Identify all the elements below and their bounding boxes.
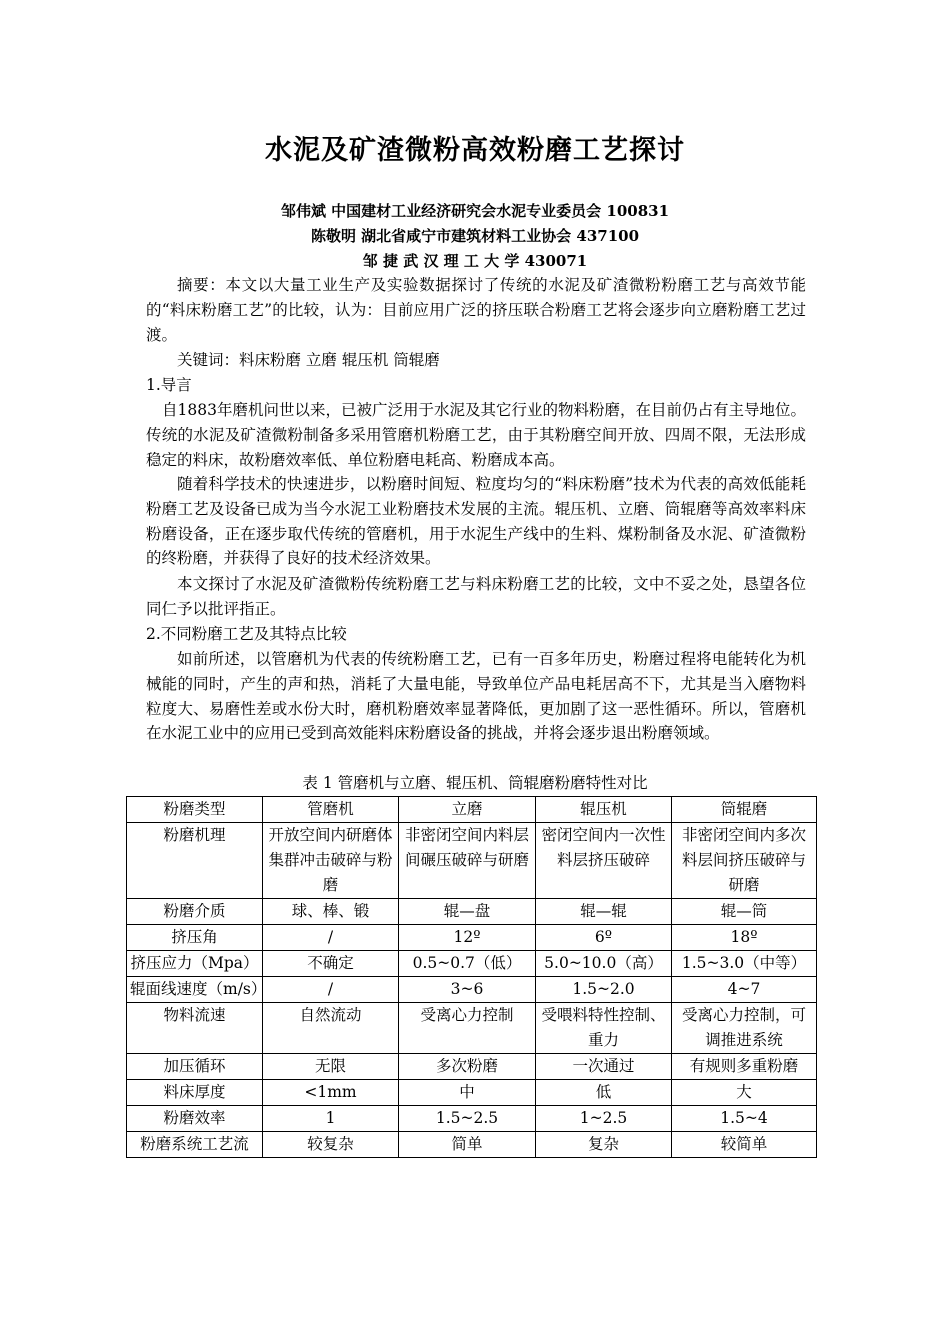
table-cell: 1.5~3.0（中等） [672, 951, 817, 977]
table-cell: 辊面线速度（m/s） [127, 977, 263, 1003]
table-cell: 有规则多重粉磨 [672, 1054, 817, 1080]
keywords-line: 关键词：料床粉磨 立磨 辊压机 筒辊磨 [177, 351, 440, 369]
table-cell: 加压循环 [127, 1054, 263, 1080]
table-cell: 辊—盘 [399, 899, 536, 925]
table-cell: 粉磨介质 [127, 899, 263, 925]
table-row [127, 1106, 817, 1132]
table-cell: 开放空间内研磨体集群冲击破碎与粉磨 [263, 823, 399, 899]
table-cell: 5.0~10.0（高） [536, 951, 672, 977]
table-cell: 6º [536, 925, 672, 951]
table-header-cell: 粉磨类型 [127, 797, 263, 823]
table-row [127, 1132, 817, 1158]
table-cell: 料床厚度 [127, 1080, 263, 1106]
table-cell: 低 [536, 1080, 672, 1106]
table-cell: 一次通过 [536, 1054, 672, 1080]
section-1-paragraph-2: 随着科学技术的快速进步，以粉磨时间短、粒度均匀的“料床粉磨”技术为代表的高效低能耗粉磨工艺及设备已成为当今水泥工业粉磨技术发展的主流。辊压机、立磨、筒辊磨等高效率料床粉磨设备，正在逐步取代传统的管磨机，用于水泥生产线中的生料、煤粉制备及水泥、矿渣微粉的终粉磨，并获得了良好的技术经济效果。 [146, 475, 806, 568]
section-2-heading: 2.不同粉磨工艺及其特点比较 [146, 625, 347, 643]
table-caption: 表 1 管磨机与立磨、辊压机、筒辊磨粉磨特性对比 [302, 774, 648, 792]
table-cell: 0.5~0.7（低） [399, 951, 536, 977]
table-cell: 大 [672, 1080, 817, 1106]
table-cell: 复杂 [536, 1132, 672, 1158]
table-header-cell: 辊压机 [536, 797, 672, 823]
table-cell: 受离心力控制，可调推进系统 [672, 1003, 817, 1054]
table-cell: 非密闭空间内料层间碾压破碎与研磨 [399, 823, 536, 899]
table-cell: 较复杂 [263, 1132, 399, 1158]
table-row [127, 1080, 817, 1106]
table-cell: 密闭空间内一次性料层挤压破碎 [536, 823, 672, 899]
table-row [127, 1054, 817, 1080]
section-1-paragraph-3: 本文探讨了水泥及矿渣微粉传统粉磨工艺与料床粉磨工艺的比较，文中不妥之处，恳望各位同仁予以批评指正。 [146, 575, 806, 618]
author-line-1: 邹伟斌 中国建材工业经济研究会水泥专业委员会 100831 [280, 202, 670, 220]
table-row [127, 951, 817, 977]
table-cell: 较简单 [672, 1132, 817, 1158]
section-1-heading: 1.导言 [146, 376, 192, 394]
table-cell: 挤压应力（Mpa） [127, 951, 263, 977]
page-title: 水泥及矿渣微粉高效粉磨工艺探讨 [265, 135, 685, 166]
table-cell: 粉磨机理 [127, 823, 263, 899]
table-cell: 无限 [263, 1054, 399, 1080]
table-cell: 1~2.5 [536, 1106, 672, 1132]
table-cell: 多次粉磨 [399, 1054, 536, 1080]
table-cell: 1.5~2.0 [536, 977, 672, 1003]
table-cell: 辊—筒 [672, 899, 817, 925]
author-line-2: 陈敬明 湖北省咸宁市建筑材料工业协会 437100 [310, 227, 640, 245]
table-cell: / [263, 977, 399, 1003]
table-cell: 3~6 [399, 977, 536, 1003]
table-cell: 4~7 [672, 977, 817, 1003]
section-2-paragraph: 如前所述，以管磨机为代表的传统粉磨工艺，已有一百多年历史，粉磨过程将电能转化为机械能的同时，产生的声和热，消耗了大量电能，导致单位产品电耗居高不下，尤其是当入磨物料粒度大、易磨性差或水份大时，磨机粉磨效率显著降低，更加剧了这一恶性循环。所以，管磨机在水泥工业中的应用已受到高效能料床粉磨设备的挑战，并将会逐步退出粉磨领域。 [146, 650, 806, 743]
table-row [127, 925, 817, 951]
table-cell: 受喂料特性控制、重力 [536, 1003, 672, 1054]
table-cell: 辊—辊 [536, 899, 672, 925]
table-header-cell: 管磨机 [263, 797, 399, 823]
table-cell: 1 [263, 1106, 399, 1132]
table-cell: 12º [399, 925, 536, 951]
table-cell: 1.5~4 [672, 1106, 817, 1132]
table-cell: 自然流动 [263, 1003, 399, 1054]
author-line-3: 邹 捷 武 汉 理 工 大 学 430071 [362, 252, 588, 270]
table-row [127, 899, 817, 925]
table-header-cell: 筒辊磨 [672, 797, 817, 823]
table-cell: 球、棒、锻 [263, 899, 399, 925]
table-cell: <1mm [263, 1080, 399, 1106]
table-cell: 受离心力控制 [399, 1003, 536, 1054]
table-cell: 简单 [399, 1132, 536, 1158]
table-cell: 不确定 [263, 951, 399, 977]
table-header-row [127, 797, 817, 823]
table-cell: 非密闭空间内多次料层间挤压破碎与研磨 [672, 823, 817, 899]
table-cell: 粉磨效率 [127, 1106, 263, 1132]
table-cell: 中 [399, 1080, 536, 1106]
table-row [127, 823, 817, 899]
comparison-table [126, 796, 817, 1158]
abstract-paragraph: 摘要：本文以大量工业生产及实验数据探讨了传统的水泥及矿渣微粉粉磨工艺与高效节能的“料床粉磨工艺”的比较，认为：目前应用广泛的挤压联合粉磨工艺将会逐步向立磨粉磨工艺过渡。 [146, 276, 806, 344]
section-1-paragraph-1: 自1883年磨机问世以来，已被广泛用于水泥及其它行业的物料粉磨，在目前仍占有主导地位。传统的水泥及矿渣微粉制备多采用管磨机粉磨工艺，由于其粉磨空间开放、四周不限，无法形成稳定的料床，故粉磨效率低、单位粉磨电耗高、粉磨成本高。 [146, 401, 806, 469]
table-row [127, 1003, 817, 1054]
table-cell: / [263, 925, 399, 951]
table-row [127, 977, 817, 1003]
table-cell: 18º [672, 925, 817, 951]
table-cell: 物料流速 [127, 1003, 263, 1054]
table-cell: 1.5~2.5 [399, 1106, 536, 1132]
table-header-cell: 立磨 [399, 797, 536, 823]
table-cell: 粉磨系统工艺流 [127, 1132, 263, 1158]
table-cell: 挤压角 [127, 925, 263, 951]
